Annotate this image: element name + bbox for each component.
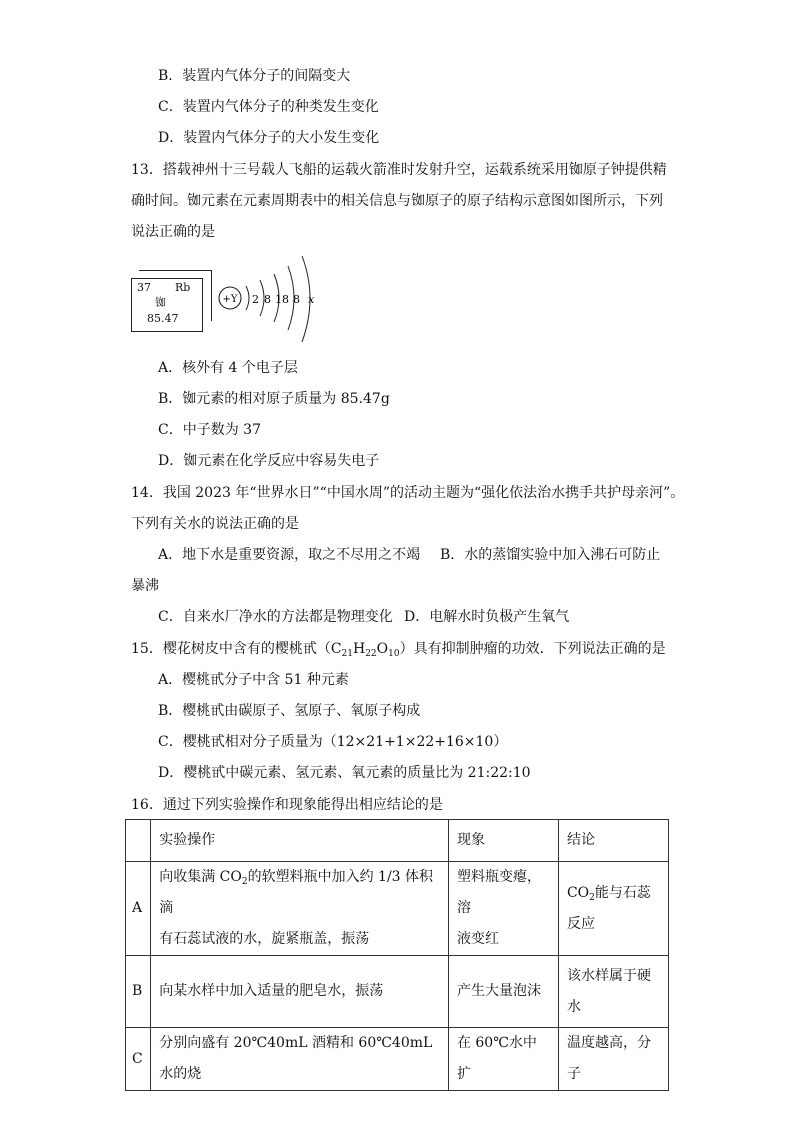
atomic-mass: 85.47 xyxy=(147,312,179,325)
atom-structure-diagram xyxy=(216,252,326,348)
row-c-phenomenon: 在 60℃水中扩 xyxy=(448,1028,558,1091)
q13-stem-line1: 13．搭载神州十三号载人飞船的运载火箭准时发射升空，运载系统采用铷原子钟提供精 xyxy=(131,162,667,178)
element-symbol: Rb xyxy=(175,281,191,294)
q15-hydrogen: H xyxy=(352,641,366,657)
q14-option-a: A．地下水是重要资源，取之不尽用之不竭 xyxy=(158,547,421,563)
q13-option-a: A．核外有 4 个电子层 xyxy=(158,360,298,376)
header-blank xyxy=(126,820,151,862)
row-b-phenomenon: 产生大量泡沫 xyxy=(448,956,558,1028)
q15-sub-oxygen: 10 xyxy=(388,649,400,659)
q12-option-c: C．装置内气体分子的种类发生变化 xyxy=(158,99,379,115)
shell-electrons-3: 18 xyxy=(275,293,289,306)
nucleus-charge: +Y xyxy=(222,294,238,305)
q13-option-c: C．中子数为 37 xyxy=(158,422,261,438)
row-a-operation-line2: 有石蕊试液的水，旋紧瓶盖，振荡 xyxy=(159,931,370,947)
header-phenomenon: 现象 xyxy=(448,820,558,862)
shell-electrons-4: 8 xyxy=(293,293,300,306)
q14-option-b: B．水的蒸馏实验中加入沸石可防止 xyxy=(440,547,661,563)
atomic-number: 37 xyxy=(137,281,151,294)
table-row xyxy=(126,956,669,1028)
q14-stem-line2: 下列有关水的说法正确的是 xyxy=(131,516,299,532)
q16-stem: 16．通过下列实验操作和现象能得出相应结论的是 xyxy=(131,797,443,813)
q15-sub-carbon: 21 xyxy=(341,649,353,659)
row-a-operation xyxy=(151,862,449,956)
header-operation: 实验操作 xyxy=(151,820,449,862)
shell-electrons-1: 2 xyxy=(252,293,259,306)
row-a-op-text2: 的软塑料瓶中加入约 1/3 体积滴 xyxy=(159,869,434,916)
q15-option-d: D．樱桃甙中碳元素、氢元素、氧元素的质量比为 21:22:10 xyxy=(158,765,531,781)
row-a-con-text2: 能与石蕊 xyxy=(594,884,651,901)
q12-option-d: D．装置内气体分子的大小发生变化 xyxy=(158,130,380,146)
rubidium-element-cell xyxy=(129,270,213,332)
row-label-c: C xyxy=(126,1028,151,1091)
shell-electrons-2: 8 xyxy=(264,293,271,306)
q15-option-a: A．樱桃甙分子中含 51 种元素 xyxy=(158,672,349,688)
row-a-operation-line1 xyxy=(159,862,440,924)
row-a-phenomenon-line1: 塑料瓶变瘪，溶 xyxy=(456,869,541,916)
q15-stem-end: ）具有抑制肿瘤的功效．下列说法正确的是 xyxy=(399,641,666,657)
shell-electrons-5: x xyxy=(308,293,315,306)
q14-option-c: C．自来水厂净水的方法都是物理变化 xyxy=(158,609,393,625)
row-b-conclusion xyxy=(558,956,668,1028)
row-a-op-text1: 向收集满 CO xyxy=(159,869,242,885)
q15-option-b: B．樱桃甙由碳原子、氢原子、氧原子构成 xyxy=(158,703,421,719)
row-a-op-sub: 2 xyxy=(241,877,248,887)
q13-stem-line3: 说法正确的是 xyxy=(131,224,215,240)
q15-stem xyxy=(131,639,666,659)
q14-option-d: D．电解水时负极产生氧气 xyxy=(404,609,570,625)
row-a-phenomenon xyxy=(448,862,558,956)
row-b-operation: 向某水样中加入适量的肥皂水，振荡 xyxy=(151,956,449,1028)
row-c-conclusion: 温度越高，分子 xyxy=(558,1028,668,1091)
q13-option-b: B．铷元素的相对原子质量为 85.47g xyxy=(158,391,390,407)
row-c-operation: 分别向盛有 20℃40mL 酒精和 60℃40mL 水的烧 xyxy=(151,1028,449,1091)
element-name: 铷 xyxy=(155,296,166,309)
q13-option-d: D．铷元素在化学反应中容易失电子 xyxy=(158,453,380,469)
header-conclusion: 结论 xyxy=(558,820,668,862)
experiment-table xyxy=(125,819,669,1091)
row-a-con-text1: CO xyxy=(566,884,590,901)
q13-stem-line2: 确时间。铷元素在元素周期表中的相关信息与铷原子的原子结构示意图如图所示，下列 xyxy=(131,193,663,209)
q15-oxygen: O xyxy=(376,641,389,657)
table-header-row xyxy=(126,820,669,862)
q15-sub-hydrogen: 22 xyxy=(365,649,377,659)
table-row xyxy=(126,1028,669,1091)
q14-stem-line1: 14．我国 2023 年“世界水日”“中国水周”的活动主题为“强化依法治水携手共护母亲河”。 xyxy=(131,485,685,501)
q14-option-b-continued: 暴沸 xyxy=(131,578,159,594)
row-label-a: A xyxy=(126,862,151,956)
q15-option-c: C．樱桃甙相对分子质量为（12×21+1×22+16×10） xyxy=(158,734,508,750)
table-row xyxy=(126,862,669,956)
row-b-conclusion-line1: 该水样属于硬 xyxy=(566,967,651,984)
row-a-conclusion-line1 xyxy=(567,878,660,909)
row-label-b: B xyxy=(126,956,151,1028)
row-a-phenomenon-line2: 液变红 xyxy=(456,931,499,947)
shell-arc-1 xyxy=(246,286,249,310)
row-a-conclusion-line2: 反应 xyxy=(566,915,595,932)
q15-stem-start: 15．樱花树皮中含有的樱桃甙（C xyxy=(131,641,342,657)
q12-option-b: B．装置内气体分子的间隔变大 xyxy=(158,68,351,84)
row-a-conclusion xyxy=(558,862,668,956)
row-a-con-sub: 2 xyxy=(589,892,595,903)
row-b-conclusion-line2: 水 xyxy=(566,998,581,1015)
